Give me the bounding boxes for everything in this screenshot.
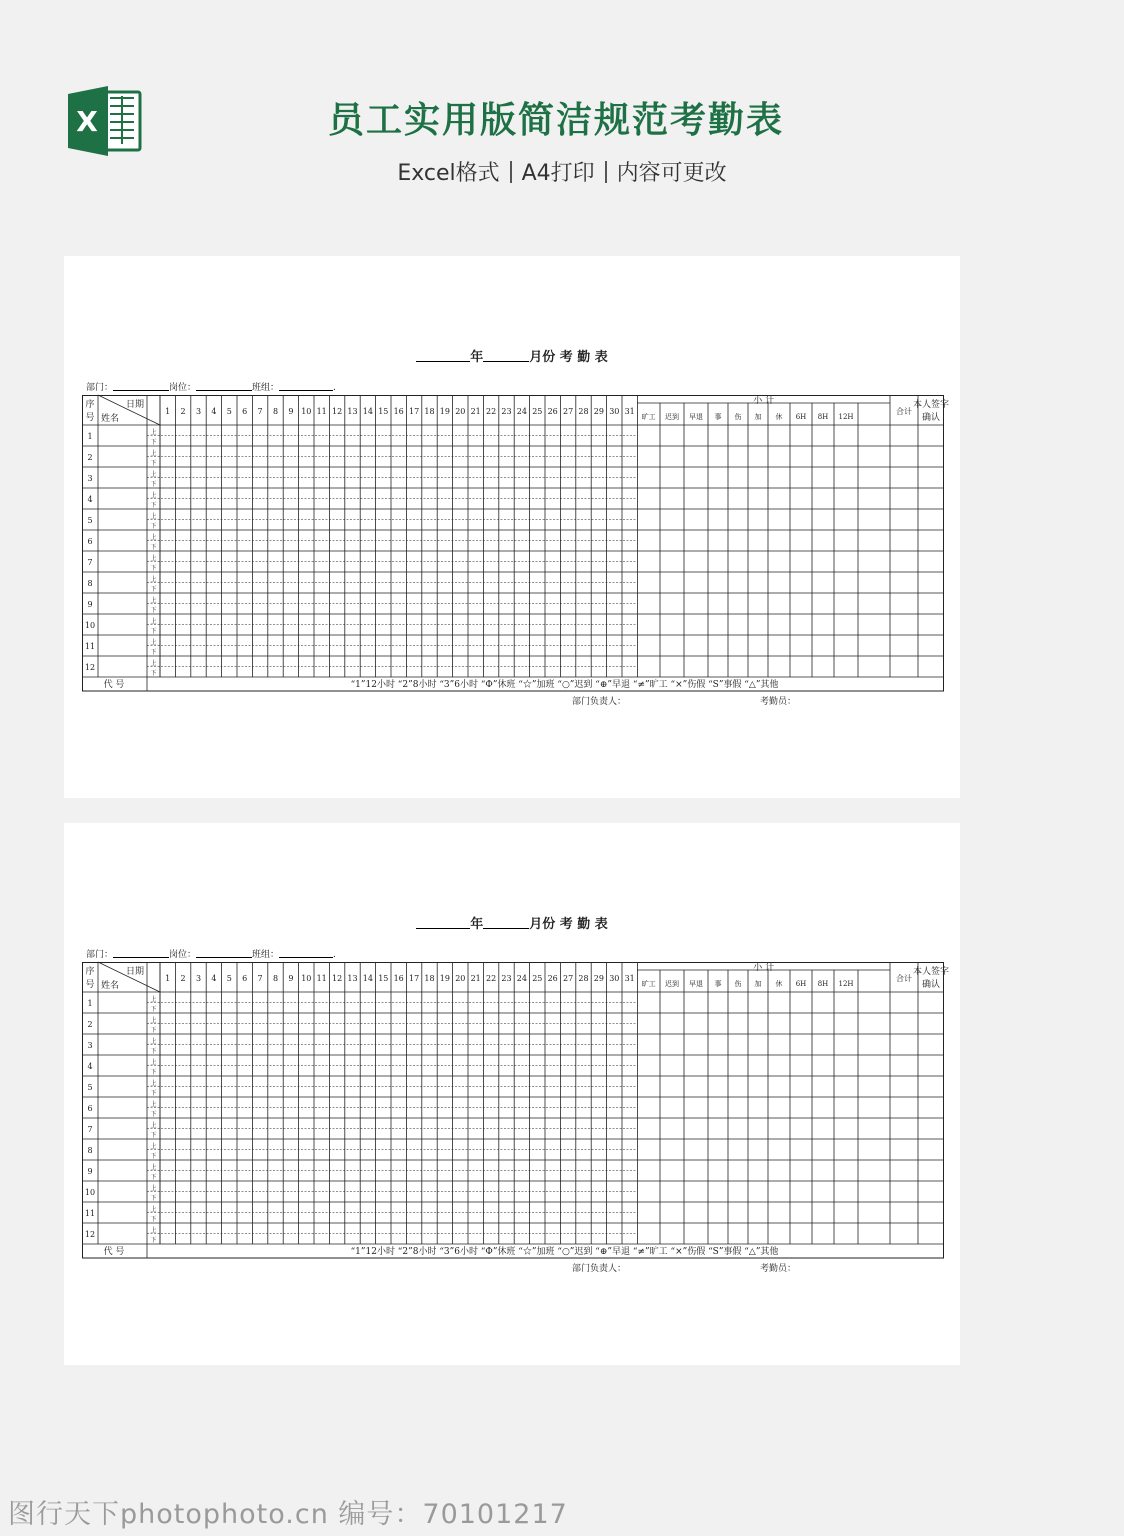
half-day-mark: 上 xyxy=(150,576,157,583)
watermark: 图行天下photophoto.cn 编号：70101217 xyxy=(8,1499,568,1530)
row-number: 9 xyxy=(87,1167,93,1176)
day-header: 1 xyxy=(165,974,171,983)
half-day-mark: 下 xyxy=(150,1132,157,1139)
day-header: 30 xyxy=(609,974,620,983)
grid-svg xyxy=(82,962,950,1260)
row-number: 12 xyxy=(84,663,96,672)
sign-header: 本人签字 xyxy=(912,967,950,977)
subtotal-col-header: 休 xyxy=(775,980,783,988)
row-number: 6 xyxy=(87,1104,93,1113)
half-day-mark: 上 xyxy=(150,429,157,436)
day-header: 9 xyxy=(288,407,294,416)
header-seq: 序 xyxy=(85,967,95,977)
header-seq: 序 xyxy=(85,400,95,410)
row-number: 10 xyxy=(84,1188,96,1197)
subtotal-header: 小 计 xyxy=(753,963,775,973)
day-header: 13 xyxy=(347,407,358,416)
sign-header: 确认 xyxy=(921,413,941,423)
grid-frame xyxy=(83,396,944,692)
day-header: 7 xyxy=(257,407,263,416)
row-number: 4 xyxy=(87,495,93,504)
day-header: 23 xyxy=(501,407,512,416)
grid-frame xyxy=(83,963,944,1259)
clerk-label: 考勤员： xyxy=(760,1264,797,1274)
row-number: 4 xyxy=(87,1062,93,1071)
header-seq: 号 xyxy=(85,413,95,423)
half-day-mark: 下 xyxy=(150,1111,157,1118)
subtotal-col-header: 12H xyxy=(838,980,854,988)
row-number: 12 xyxy=(84,1230,96,1239)
day-header: 29 xyxy=(593,974,604,983)
subtotal-col-header: 事 xyxy=(714,980,722,988)
attendance-grid xyxy=(82,962,950,1260)
day-header: 20 xyxy=(455,407,466,416)
day-header: 20 xyxy=(455,974,466,983)
half-day-mark: 下 xyxy=(150,1006,157,1013)
day-header: 8 xyxy=(272,974,279,983)
legend-text: “1”12小时 “2”8小时 “3”6小时 “Φ”休班 “☆”加班 “○”迟到 “⊕”早退 “≠”旷工 “×”伤假 “S”事假 “△”其他 xyxy=(350,1247,779,1257)
day-header: 4 xyxy=(211,974,217,983)
day-header: 14 xyxy=(362,974,373,983)
header-name: 姓名 xyxy=(101,981,120,991)
subtotal-col-header: 旷工 xyxy=(641,413,656,421)
day-header: 8 xyxy=(272,407,279,416)
row-number: 6 xyxy=(87,537,93,546)
row-number: 8 xyxy=(87,579,93,588)
half-day-mark: 上 xyxy=(150,1038,157,1045)
half-day-mark: 上 xyxy=(150,639,157,646)
row-number: 5 xyxy=(87,516,93,525)
attendance-sheet xyxy=(64,256,960,798)
day-header: 27 xyxy=(563,974,574,983)
subtotal-col-header: 迟到 xyxy=(665,413,679,421)
sign-header: 本人签字 xyxy=(912,400,950,410)
subtotal-col-header: 迟到 xyxy=(665,980,679,988)
half-day-mark: 上 xyxy=(150,492,157,499)
day-header: 21 xyxy=(470,407,481,416)
half-day-mark: 上 xyxy=(150,1017,157,1024)
half-day-mark: 下 xyxy=(150,1237,157,1244)
half-day-mark: 下 xyxy=(150,670,157,677)
half-day-mark: 下 xyxy=(150,1069,157,1076)
row-number: 3 xyxy=(87,474,93,483)
total-header: 合计 xyxy=(896,974,912,983)
day-header: 7 xyxy=(257,974,263,983)
day-header: 16 xyxy=(393,974,404,983)
header-date: 日期 xyxy=(125,967,144,977)
half-day-mark: 下 xyxy=(150,649,157,656)
day-header: 22 xyxy=(486,407,497,416)
day-header: 30 xyxy=(609,407,620,416)
half-day-mark: 下 xyxy=(150,1174,157,1181)
day-header: 4 xyxy=(211,407,217,416)
excel-logo-letter: X xyxy=(76,105,98,138)
header-seq: 号 xyxy=(85,980,95,990)
half-day-mark: 上 xyxy=(150,1143,157,1150)
day-header: 13 xyxy=(347,974,358,983)
total-header: 合计 xyxy=(896,407,912,416)
half-day-mark: 上 xyxy=(150,1080,157,1087)
half-day-mark: 下 xyxy=(150,586,157,593)
sheet-info-line: 部门： 岗位： 班组： . xyxy=(86,946,336,960)
row-number: 7 xyxy=(87,558,93,567)
day-header: 15 xyxy=(378,407,389,416)
dept-head-label: 部门负责人： xyxy=(572,1264,627,1274)
day-header: 10 xyxy=(301,407,312,416)
subtitle-editable: 内容可更改 xyxy=(616,161,727,186)
subtotal-col-header: 6H xyxy=(795,980,807,988)
half-day-mark: 下 xyxy=(150,1216,157,1223)
header-name: 姓名 xyxy=(101,414,120,424)
half-day-mark: 上 xyxy=(150,1227,157,1234)
subtotal-col-header: 早退 xyxy=(689,980,703,988)
day-header: 18 xyxy=(424,407,435,416)
half-day-mark: 下 xyxy=(150,481,157,488)
subtitle-format: Excel格式 xyxy=(397,161,500,186)
half-day-mark: 上 xyxy=(150,660,157,667)
day-header: 21 xyxy=(470,974,481,983)
day-header: 2 xyxy=(180,407,186,416)
half-day-mark: 下 xyxy=(150,460,157,467)
subtotal-col-header: 休 xyxy=(775,413,783,421)
row-number: 1 xyxy=(87,432,93,441)
day-header: 16 xyxy=(393,407,404,416)
day-header: 11 xyxy=(316,974,327,983)
day-header: 27 xyxy=(563,407,574,416)
day-header: 18 xyxy=(424,974,435,983)
subtitle-print: A4打印 xyxy=(521,161,595,186)
row-number: 2 xyxy=(87,1020,93,1029)
subtotal-col-header: 8H xyxy=(817,980,829,988)
half-day-mark: 下 xyxy=(150,1048,157,1055)
attendance-sheet xyxy=(64,823,960,1365)
legend-text: “1”12小时 “2”8小时 “3”6小时 “Φ”休班 “☆”加班 “○”迟到 “⊕”早退 “≠”旷工 “×”伤假 “S”事假 “△”其他 xyxy=(350,680,779,690)
day-header: 26 xyxy=(547,407,558,416)
row-number: 1 xyxy=(87,999,93,1008)
sheet-title: 年 月份 考 勤 表 xyxy=(64,913,960,932)
dept-head-label: 部门负责人： xyxy=(572,697,627,707)
half-day-mark: 下 xyxy=(150,1090,157,1097)
row-number: 8 xyxy=(87,1146,93,1155)
day-header: 12 xyxy=(332,974,343,983)
half-day-mark: 上 xyxy=(150,555,157,562)
row-number: 10 xyxy=(84,621,96,630)
day-header: 9 xyxy=(288,974,294,983)
sign-header: 确认 xyxy=(921,980,941,990)
day-header: 31 xyxy=(624,974,635,983)
subtotal-col-header: 12H xyxy=(838,413,854,421)
subtitle-separator xyxy=(605,161,607,183)
day-header: 25 xyxy=(532,974,543,983)
sheet-title: 年 月份 考 勤 表 xyxy=(64,346,960,365)
half-day-mark: 上 xyxy=(150,1059,157,1066)
day-header: 29 xyxy=(593,407,604,416)
half-day-mark: 上 xyxy=(150,1164,157,1171)
day-header: 25 xyxy=(532,407,543,416)
day-header: 19 xyxy=(439,974,450,983)
subtitle-separator xyxy=(510,161,512,183)
sheet-info-line: 部门： 岗位： 班组： . xyxy=(86,379,336,393)
day-header: 2 xyxy=(180,974,186,983)
day-header: 12 xyxy=(332,407,343,416)
subtotal-col-header: 旷工 xyxy=(641,980,656,988)
day-header: 24 xyxy=(516,974,527,983)
day-header: 6 xyxy=(242,974,248,983)
clerk-label: 考勤员： xyxy=(760,697,797,707)
half-day-mark: 上 xyxy=(150,1185,157,1192)
day-header: 10 xyxy=(301,974,312,983)
grid-svg xyxy=(82,395,950,693)
row-number: 2 xyxy=(87,453,93,462)
row-number: 3 xyxy=(87,1041,93,1050)
subtotal-col-header: 早退 xyxy=(689,413,703,421)
half-day-mark: 上 xyxy=(150,618,157,625)
day-header: 5 xyxy=(226,407,232,416)
day-header: 26 xyxy=(547,974,558,983)
subtotal-col-header: 伤 xyxy=(734,413,742,421)
half-day-mark: 下 xyxy=(150,1195,157,1202)
half-day-mark: 上 xyxy=(150,450,157,457)
half-day-mark: 上 xyxy=(150,1122,157,1129)
day-header: 14 xyxy=(362,407,373,416)
row-number: 7 xyxy=(87,1125,93,1134)
day-header: 6 xyxy=(242,407,248,416)
half-day-mark: 下 xyxy=(150,607,157,614)
row-number: 9 xyxy=(87,600,93,609)
half-day-mark: 上 xyxy=(150,597,157,604)
half-day-mark: 下 xyxy=(150,1027,157,1034)
row-number: 11 xyxy=(84,642,96,651)
half-day-mark: 下 xyxy=(150,502,157,509)
day-header: 17 xyxy=(409,974,420,983)
day-header: 1 xyxy=(165,407,171,416)
day-header: 11 xyxy=(316,407,327,416)
day-header: 24 xyxy=(516,407,527,416)
half-day-mark: 上 xyxy=(150,513,157,520)
day-header: 15 xyxy=(378,974,389,983)
day-header: 31 xyxy=(624,407,635,416)
half-day-mark: 上 xyxy=(150,996,157,1003)
half-day-mark: 下 xyxy=(150,565,157,572)
subtotal-col-header: 加 xyxy=(754,413,762,421)
day-header: 3 xyxy=(195,407,202,416)
day-header: 22 xyxy=(486,974,497,983)
legend-label: 代 号 xyxy=(103,680,125,690)
day-header: 28 xyxy=(578,974,589,983)
half-day-mark: 上 xyxy=(150,1101,157,1108)
subtotal-col-header: 8H xyxy=(817,413,829,421)
day-header: 19 xyxy=(439,407,450,416)
subtotal-col-header: 加 xyxy=(754,980,762,988)
row-number: 11 xyxy=(84,1209,96,1218)
attendance-grid xyxy=(82,395,950,693)
page-title: 员工实用版简洁规范考勤表 xyxy=(327,100,784,141)
page-subtitle xyxy=(0,156,1124,187)
half-day-mark: 下 xyxy=(150,544,157,551)
half-day-mark: 下 xyxy=(150,523,157,530)
subtotal-header: 小 计 xyxy=(753,396,775,406)
half-day-mark: 上 xyxy=(150,1206,157,1213)
legend-label: 代 号 xyxy=(103,1247,125,1257)
subtotal-col-header: 6H xyxy=(795,413,807,421)
half-day-mark: 下 xyxy=(150,1153,157,1160)
day-header: 28 xyxy=(578,407,589,416)
subtotal-col-header: 事 xyxy=(714,413,722,421)
half-day-mark: 下 xyxy=(150,439,157,446)
day-header: 23 xyxy=(501,974,512,983)
day-header: 17 xyxy=(409,407,420,416)
header-date: 日期 xyxy=(125,400,144,410)
day-header: 5 xyxy=(226,974,232,983)
half-day-mark: 上 xyxy=(150,471,157,478)
day-header: 3 xyxy=(195,974,202,983)
row-number: 5 xyxy=(87,1083,93,1092)
half-day-mark: 下 xyxy=(150,628,157,635)
half-day-mark: 上 xyxy=(150,534,157,541)
subtotal-col-header: 伤 xyxy=(734,980,742,988)
